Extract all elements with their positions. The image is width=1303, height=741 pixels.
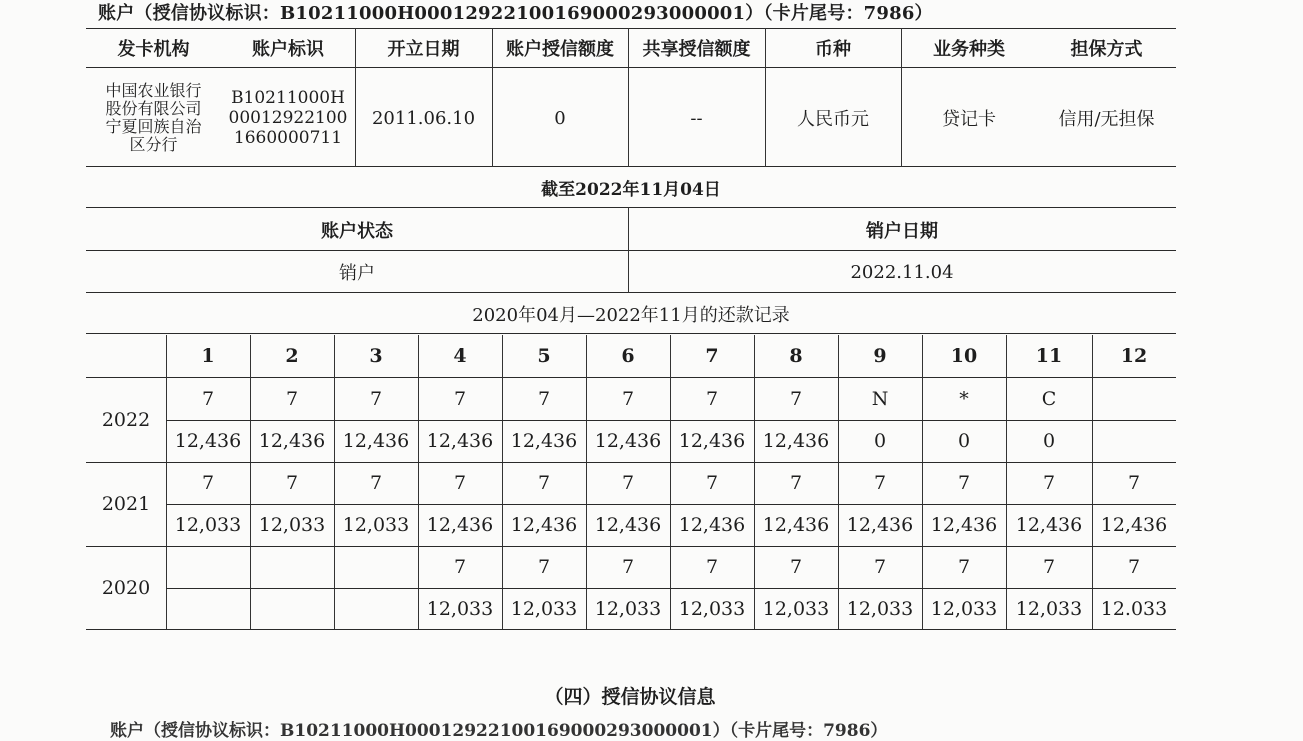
year-label: 2020 — [101, 577, 151, 599]
status-cell: 7 — [621, 556, 635, 578]
month-header: 10 — [950, 345, 978, 367]
status-cell: 7 — [285, 388, 299, 410]
amount-cell: 12,436 — [594, 430, 662, 452]
status-cell: 7 — [1042, 556, 1056, 578]
account-id-value — [221, 70, 355, 166]
month-header: 8 — [789, 345, 803, 367]
status-cell: 7 — [453, 472, 467, 494]
month-header: 2 — [285, 345, 299, 367]
status-cell: 7 — [1127, 472, 1141, 494]
status-cell — [1092, 378, 1176, 420]
header-currency: 币种 — [815, 39, 851, 60]
amount-cell: 12,436 — [930, 514, 998, 536]
guarantee-value: 信用/无担保 — [1058, 109, 1155, 130]
status-cell: 7 — [1127, 556, 1141, 578]
amount-cell: 0 — [1042, 430, 1056, 452]
status-cell: 7 — [285, 472, 299, 494]
amount-cell: 12,436 — [678, 514, 746, 536]
amount-cell: 12,436 — [258, 430, 326, 452]
issuer-line: 宁夏回族自治 — [105, 117, 202, 136]
amount-cell — [334, 588, 418, 630]
as-of-date: 截至2022年11月04日 — [541, 180, 721, 200]
status-cell: 7 — [789, 472, 803, 494]
status-cell: 7 — [705, 472, 719, 494]
amount-cell: 12,033 — [762, 598, 830, 620]
amount-cell: 12,436 — [426, 430, 494, 452]
status-row-bottom-rule — [86, 292, 1176, 293]
amount-cell: 12,436 — [846, 514, 914, 536]
month-header: 11 — [1035, 345, 1063, 367]
issuer-line: 区分行 — [129, 135, 178, 154]
open-date-value: 2011.06.10 — [371, 107, 476, 129]
month-header: 9 — [873, 345, 887, 367]
status-cell: 7 — [369, 388, 383, 410]
amount-cell: 12,436 — [426, 514, 494, 536]
status-cell — [334, 546, 418, 588]
status-cell: 7 — [537, 556, 551, 578]
status-cell: 7 — [537, 472, 551, 494]
header-shared-limit: 共享授信额度 — [642, 39, 751, 60]
business-type-value: 贷记卡 — [942, 109, 996, 130]
month-header: 5 — [537, 345, 551, 367]
amount-cell: 12,033 — [594, 598, 662, 620]
amount-cell: 12,033 — [342, 514, 410, 536]
month-header: 7 — [705, 345, 719, 367]
year-label: 2021 — [101, 493, 151, 515]
status-cell: 7 — [705, 556, 719, 578]
month-header: 1 — [201, 345, 215, 367]
amount-cell: 12,436 — [594, 514, 662, 536]
month-header: 12 — [1120, 345, 1148, 367]
amount-cell: 0 — [957, 430, 971, 452]
amount-cell: 12,436 — [762, 430, 830, 452]
amount-cell — [250, 588, 334, 630]
status-cell: 7 — [957, 472, 971, 494]
month-header: 4 — [453, 345, 467, 367]
status-cell: 7 — [621, 472, 635, 494]
header-account-id: 账户标识 — [252, 39, 324, 60]
status-cell: 7 — [789, 388, 803, 410]
issuer-line: 中国农业银行 — [105, 81, 202, 100]
status-cell: 7 — [537, 388, 551, 410]
issuer-name — [86, 70, 221, 166]
amount-cell: 12,436 — [342, 430, 410, 452]
shared-limit-value: -- — [690, 107, 703, 129]
header-guarantee: 担保方式 — [1070, 39, 1143, 60]
status-cell: N — [871, 388, 889, 410]
amount-cell — [166, 588, 250, 630]
status-cell: 7 — [621, 388, 635, 410]
status-cell: 7 — [789, 556, 803, 578]
header-open-date: 开立日期 — [387, 39, 460, 60]
amount-cell: 12,436 — [174, 430, 242, 452]
status-cell: 7 — [453, 388, 467, 410]
amount-cell: 12,436 — [510, 514, 578, 536]
status-cell: 7 — [201, 388, 215, 410]
row-bottom-rule — [86, 166, 1176, 167]
issuer-line: 股份有限公司 — [105, 99, 202, 118]
status-cell: 7 — [705, 388, 719, 410]
amount-cell: 12,033 — [258, 514, 326, 536]
amount-cell: 12,436 — [762, 514, 830, 536]
status-cell: 7 — [873, 556, 887, 578]
month-header: 3 — [369, 345, 383, 367]
header-issuer: 发卡机构 — [117, 39, 190, 60]
status-cell: 7 — [369, 472, 383, 494]
account-id-line: 00012922100 — [228, 108, 348, 128]
amount-cell: 12,436 — [1015, 514, 1083, 536]
status-header: 账户状态 — [321, 220, 393, 242]
amount-cell: 12,033 — [174, 514, 242, 536]
amount-cell: 12,033 — [426, 598, 494, 620]
amount-cell: 12.033 — [1100, 598, 1168, 620]
status-cell: 7 — [1042, 472, 1056, 494]
amount-cell — [1092, 420, 1176, 462]
status-cell — [250, 546, 334, 588]
section-title: （四）授信协议信息 — [544, 685, 716, 708]
account-id-line: B10211000H — [231, 88, 345, 108]
status-cell: 7 — [453, 556, 467, 578]
amount-cell: 12,033 — [846, 598, 914, 620]
repayment-title: 2020年04月—2022年11月的还款记录 — [472, 304, 790, 326]
amount-cell: 12,436 — [510, 430, 578, 452]
year-label: 2022 — [101, 409, 151, 431]
status-cell: C — [1041, 388, 1057, 410]
month-header: 6 — [621, 345, 635, 367]
status-header-bottom-rule — [86, 250, 1176, 251]
header-credit-limit: 账户授信额度 — [506, 39, 614, 60]
credit-limit-value: 0 — [554, 107, 566, 129]
amount-cell: 12,436 — [1100, 514, 1168, 536]
asof-bottom-rule — [86, 207, 1176, 208]
amount-cell: 12,033 — [1015, 598, 1083, 620]
bottom-account-line: 账户（授信协议标识：B10211000H0001292210016900029300000​1）（卡片尾号：7986） — [110, 721, 888, 741]
status-cell: 7 — [201, 472, 215, 494]
status-value: 销户 — [339, 263, 375, 284]
account-id-line: 1660000711 — [233, 128, 343, 148]
currency-value: 人民币元 — [797, 109, 869, 130]
close-date-header: 销户日期 — [866, 220, 938, 242]
status-cell — [166, 546, 250, 588]
amount-cell: 12,436 — [678, 430, 746, 452]
close-date-value: 2022.11.04 — [850, 261, 954, 283]
amount-cell: 12,033 — [930, 598, 998, 620]
status-cell: 7 — [957, 556, 971, 578]
amount-cell: 12,033 — [678, 598, 746, 620]
status-cell: * — [959, 388, 969, 410]
amount-cell: 12,033 — [510, 598, 578, 620]
account-line: 账户（授信协议标识：B10211000H0001292210016900029300000​1）（卡片尾号：7986） — [98, 3, 933, 24]
status-cell: 7 — [873, 472, 887, 494]
amount-cell: 0 — [873, 430, 887, 452]
repayment-title-bottom-rule — [86, 333, 1176, 334]
header-business-type: 业务种类 — [933, 39, 1005, 60]
